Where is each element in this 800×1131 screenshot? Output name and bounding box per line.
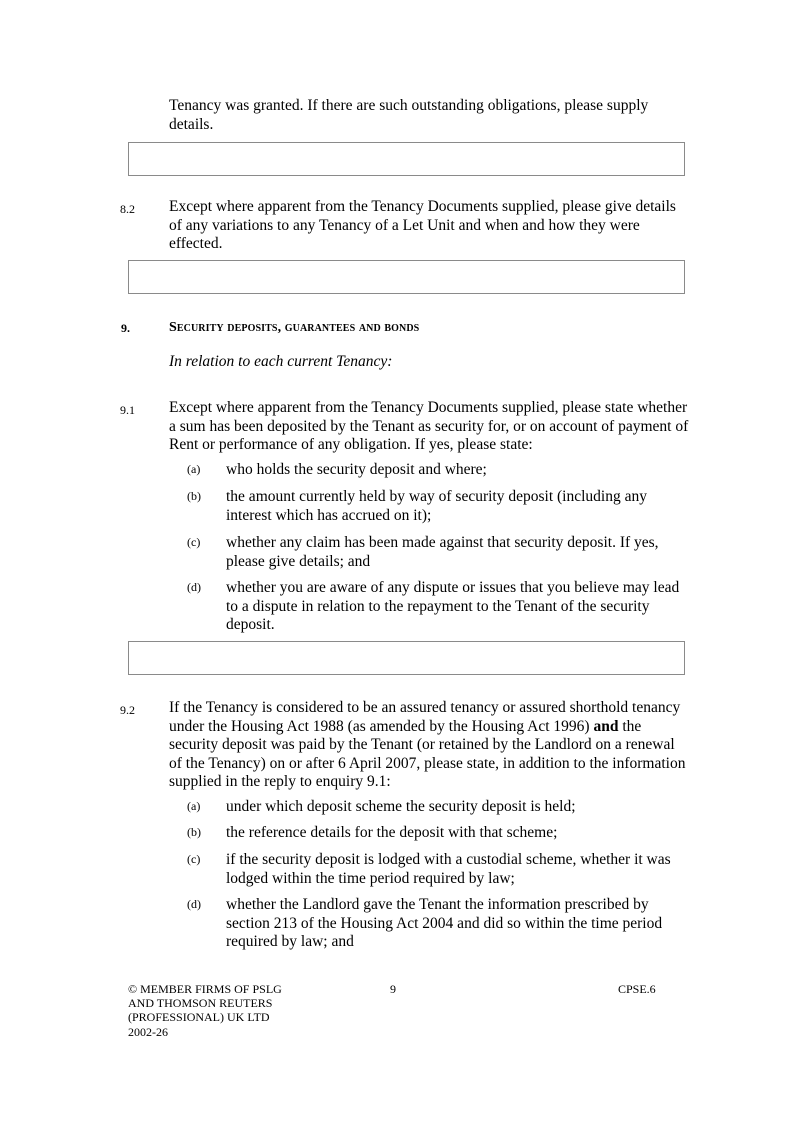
list-item-text: the amount currently held by way of security deposit (including any interest which has accrued on it);: [226, 488, 647, 524]
footer-page-number: 9: [390, 982, 396, 996]
section-text-9-2-part2: the security deposit was paid by the Tenant (or retained by the Landlord on a renewal of the Tenancy) on or after 6 April 2007, please state, in addition to the information supplied in the reply to enquiry 9.1:: [169, 717, 686, 791]
list-item-letter: (a): [187, 462, 201, 476]
section-text-8-2: Except where apparent from the Tenancy Documents supplied, please give details of any variations to any Tenancy of a Let Unit and when and how they were effected.: [169, 198, 676, 253]
reply-box-8-2[interactable]: [128, 260, 685, 294]
list-item-text: whether any claim has been made against that security deposit. If yes, please give details; and: [226, 534, 659, 570]
footer-copyright-line: © MEMBER FIRMS OF PSLG: [128, 982, 282, 996]
section-intro-9: In relation to each current Tenancy:: [169, 353, 393, 370]
footer-copyright-line: AND THOMSON REUTERS: [128, 996, 273, 1011]
list-item-text: whether you are aware of any dispute or issues that you believe may lead to a dispute in relation to the repayment to the Tenant of the security deposit.: [226, 579, 680, 634]
list-item-text: who holds the security deposit and where;: [226, 461, 487, 478]
list-item-letter: (b): [187, 825, 201, 839]
list-item-letter: (a): [187, 799, 201, 813]
list-item-letter: (c): [187, 852, 201, 866]
section-text-9-2-part1: If the Tenancy is considered to be an assured tenancy or assured shorthold tenancy under the Housing Act 1988 (as amended by the Housing Act 1996): [169, 699, 681, 735]
section-number-9-1: 9.1: [120, 403, 135, 417]
section-number-8-2: 8.2: [120, 202, 135, 216]
footer-copyright: [128, 982, 282, 1039]
continuation-text: Tenancy was granted. If there are such outstanding obligations, please supply details.: [169, 97, 649, 133]
list-item-letter: (d): [187, 897, 201, 911]
list-item-letter: (d): [187, 580, 201, 594]
list-item-text: if the security deposit is lodged with a custodial scheme, whether it was lodged within the time period required by law;: [226, 851, 671, 887]
list-item-letter: (c): [187, 535, 201, 549]
list-item-text: the reference details for the deposit with that scheme;: [226, 824, 558, 841]
list-item-letter: (b): [187, 489, 201, 503]
section-text-9-1: Except where apparent from the Tenancy Documents supplied, please state whether a sum has been deposited by the Tenant as security for, or on account of payment of Rent or performance of any obligation. If yes, please state:: [169, 399, 689, 454]
section-heading-9: Security deposits, guarantees and bonds: [169, 320, 420, 335]
list-item-text: under which deposit scheme the security deposit is held;: [226, 798, 576, 815]
footer-document-code: CPSE.6: [618, 982, 656, 996]
footer-copyright-line: (PROFESSIONAL) UK LTD: [128, 1010, 270, 1025]
section-text-9-2: [169, 699, 689, 792]
section-number-9: 9.: [121, 321, 130, 335]
section-text-9-2-bold: and: [593, 717, 619, 735]
reply-box-9-1[interactable]: [128, 641, 685, 675]
list-item-text: whether the Landlord gave the Tenant the information prescribed by section 213 of the Housing Act 2004 and did so within the time period required by law; and: [226, 896, 663, 951]
footer-copyright-line: 2002-26: [128, 1024, 168, 1039]
section-number-9-2: 9.2: [120, 703, 135, 717]
reply-box-8-1[interactable]: [128, 142, 685, 176]
